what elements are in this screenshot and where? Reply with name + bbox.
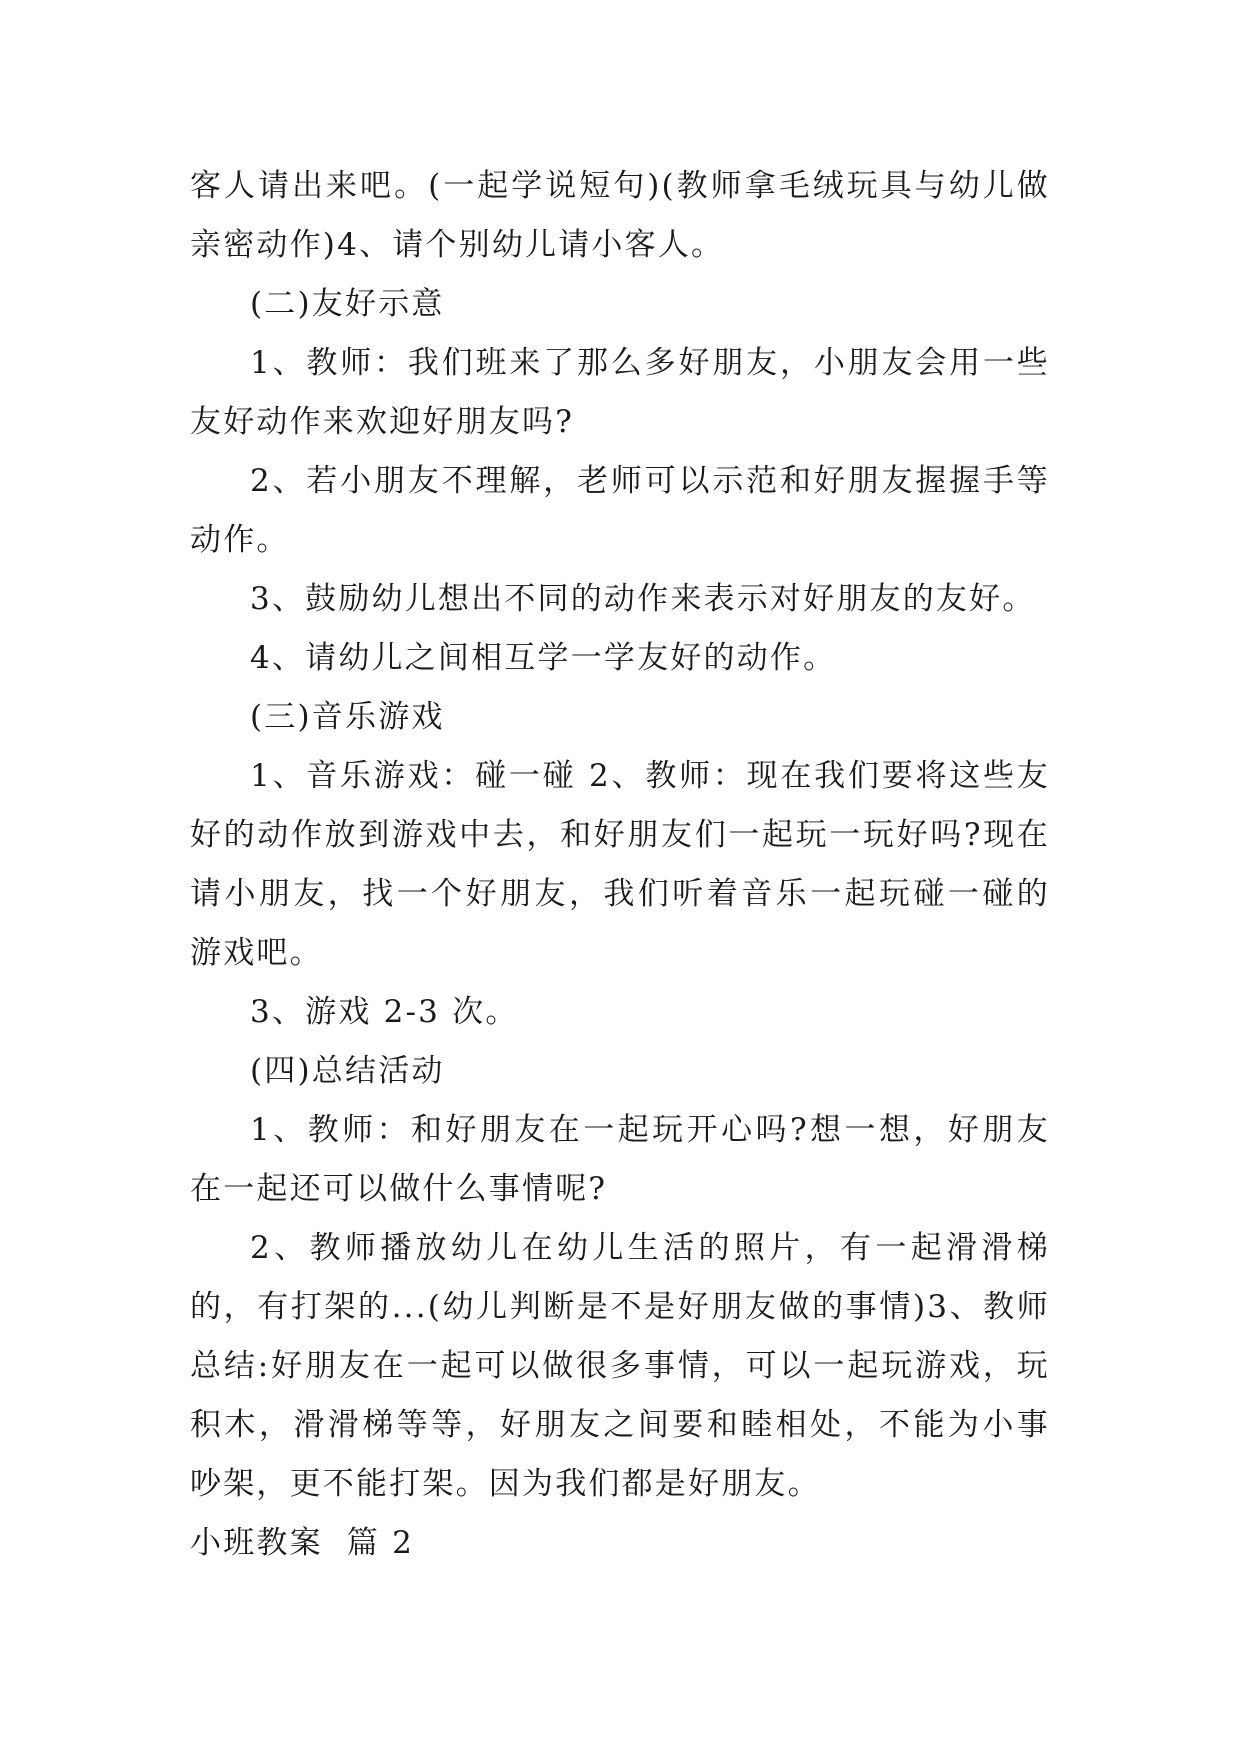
paragraph: 2、教师播放幼儿在幼儿生活的照片，有一起滑滑梯的，有打架的...(幼儿判断是不是好朋友做的事情)3、教师总结:好朋友在一起可以做很多事情，可以一起玩游戏，玩积木，滑滑梯等等，好朋友之间要和睦相处，不能为小事吵架，更不能打架。因为我们都是好朋友。 bbox=[190, 1230, 1050, 1502]
paragraph: 3、游戏 2-3 次。 bbox=[250, 994, 519, 1030]
subheading-summary: (四)总结活动 bbox=[250, 1053, 445, 1089]
paragraph: 2、若小朋友不理解，老师可以示范和好朋友握握手等动作。 bbox=[190, 463, 1050, 558]
document-body bbox=[190, 157, 1050, 1573]
paragraph: 4、请幼儿之间相互学一学友好的动作。 bbox=[250, 640, 837, 676]
paragraph: 1、音乐游戏：碰一碰 2、教师：现在我们要将这些友好的动作放到游戏中去，和好朋友们一起玩一玩好吗?现在请小朋友，找一个好朋友，我们听着音乐一起玩碰一碰的游戏吧。 bbox=[190, 758, 1050, 971]
subheading-music-game: (三)音乐游戏 bbox=[250, 699, 445, 735]
paragraph: 客人请出来吧。(一起学说短句)(教师拿毛绒玩具与幼儿做亲密动作)4、请个别幼儿请小客人。 bbox=[190, 168, 1050, 263]
subheading-friendly-gesture: (二)友好示意 bbox=[250, 286, 445, 322]
section-title: 小班教案 篇 2 bbox=[190, 1525, 415, 1561]
paragraph: 1、教师：我们班来了那么多好朋友，小朋友会用一些友好动作来欢迎好朋友吗? bbox=[190, 345, 1050, 440]
paragraph: 1、教师：和好朋友在一起玩开心吗?想一想，好朋友在一起还可以做什么事情呢? bbox=[190, 1112, 1050, 1207]
paragraph: 3、鼓励幼儿想出不同的动作来表示对好朋友的友好。 bbox=[250, 581, 1036, 617]
